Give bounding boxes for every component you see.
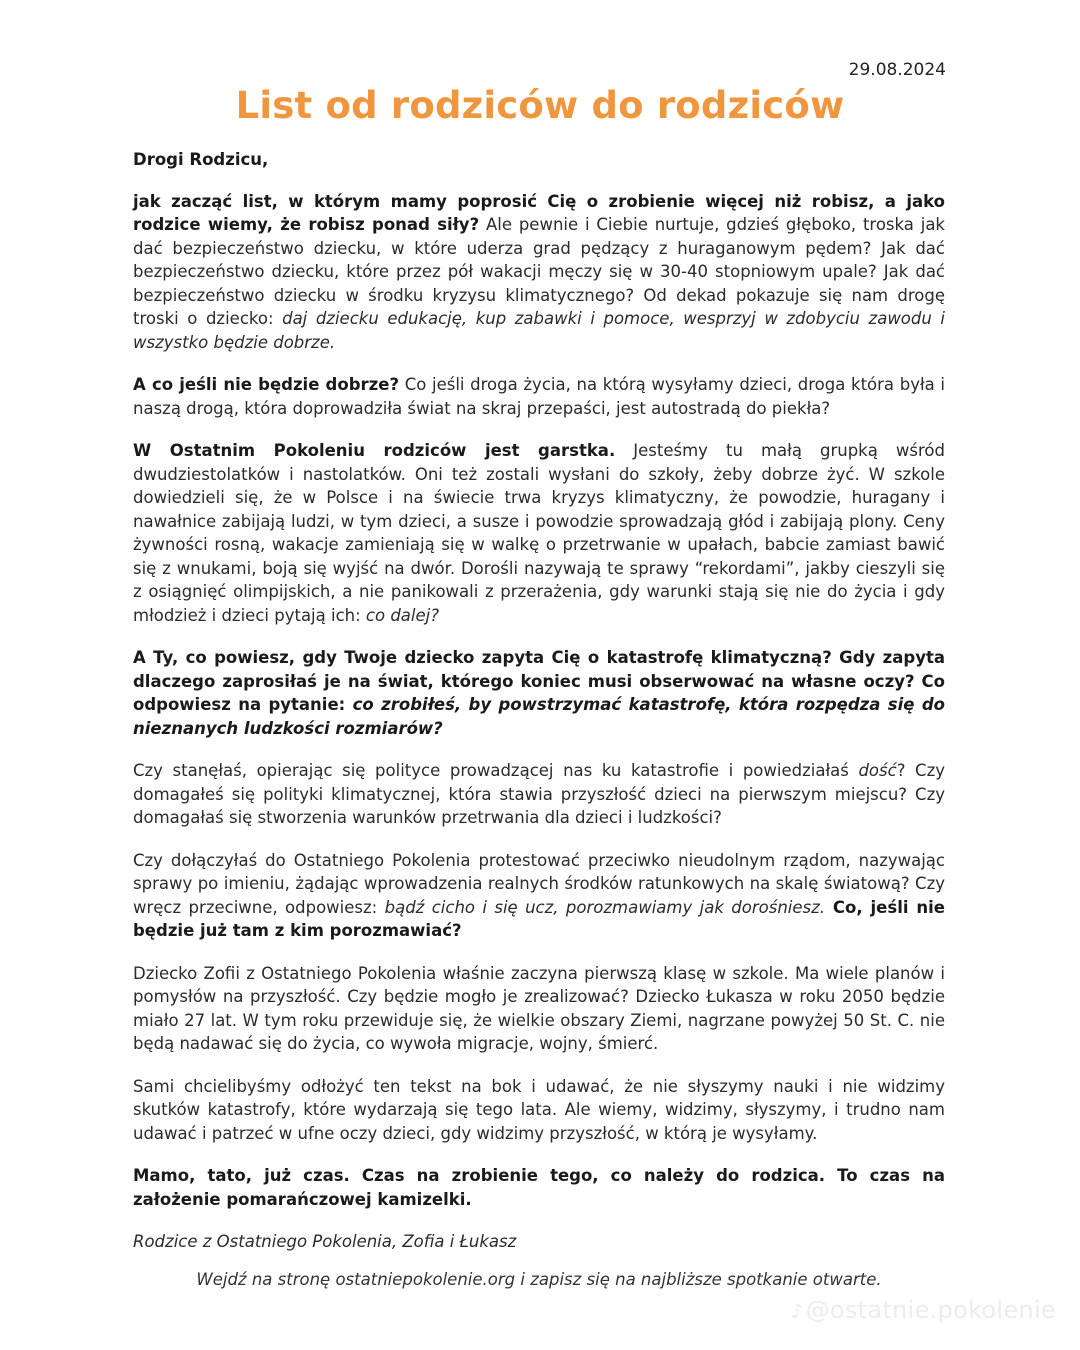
paragraph-6-text: Czy dołączyłaś do Ostatniego Pokolenia protestować przeciwko nieudolnym rządom, nazywając sprawy po imieniu, żądając wprowadzenia realnych środków ratunkowych na skalę światową? Czy wręcz przeciwne, odpowiesz:: [133, 850, 945, 917]
paragraph-1-bold: jak zacząć list, w którym mamy poprosić Cię o zrobienie więcej niż robisz, a jako rodzice wiemy, że robisz ponad siły?: [133, 191, 945, 234]
paragraph-8: [133, 1075, 945, 1146]
letter-title: List od rodziców do rodziców: [235, 84, 845, 127]
paragraph-6-italic: bądź cicho i się ucz, porozmawiamy jak dorośniesz.: [384, 897, 826, 917]
paragraph-3-text: Jesteśmy tu małą grupką wśród dwudziestolatków i nastolatków. Oni też zostali wysłani do szkoły, żeby dobrze żyć. W szkole dowiedzieli się, że w Polsce i na świecie trwa kryzys klimatyczny, że powodzie, huragany i nawałnice zabijają ludzi, w tym dzieci, a susze i powodzie sprowadzają głód i zabijają plony. Ceny żywności rosną, wakacje zamieniają się w walkę o przetrwanie w upałach, babcie zamiast bawić się z wnukami, boją się wyjść na dwór. Dorośli nazywają te sprawy “rekordami”, jakby cieszyli się z osiągnięć olimpijskich, a nie panikowali z przerażenia, gdy warunki stają się nie do życia i gdy młodzież i dzieci pytają ich:: [133, 441, 945, 625]
paragraph-5-italic: dość: [858, 761, 897, 780]
paragraph-8-text: Sami chcielibyśmy odłożyć ten tekst na bok i udawać, że nie słyszymy nauki i nie widzimy skutków katastrofy, które wydarzają się tego lata. Ale wiemy, widzimy, słyszymy, i trudno nam udawać i patrzeć w ufne oczy dzieci, gdy widzimy przyszłość, w którą je wysyłamy.: [133, 1076, 945, 1143]
paragraph-2-bold: A co jeśli nie będzie dobrze?: [133, 375, 400, 394]
paragraph-1-italic: daj dziecku edukację, kup zabawki i pomoce, wesprzyj w zdobyciu zawodu i wszystko będzie dobrze.: [133, 309, 945, 352]
paragraph-4-bold-italic: co zrobiłeś, by powstrzymać katastrofę, która rozpędza się do nieznanych ludzkości rozmiarów?: [133, 695, 945, 738]
paragraph-5: [133, 759, 945, 830]
paragraph-6-bold: Co, jeśli nie będzie już tam z kim porozmawiać?: [133, 897, 945, 940]
paragraph-3: [133, 439, 945, 627]
greeting: Drogi Rodzicu,: [133, 150, 269, 169]
paragraph-6: [133, 849, 945, 943]
paragraph-2-text: Co jeśli droga życia, na którą wysyłamy dzieci, droga która była i naszą drogą, która doprowadziła świat na skraj przepaści, jest autostradą do piekła?: [133, 375, 946, 418]
watermark: [791, 1296, 1057, 1324]
paragraph-7: [133, 962, 945, 1056]
paragraph-2: [133, 373, 945, 420]
tiktok-icon: ♪: [790, 1299, 804, 1323]
paragraph-3-italic: co dalej?: [365, 605, 439, 625]
letter-date: 29.08.2024: [848, 60, 946, 80]
paragraph-4-bold: A Ty, co powiesz, gdy Twoje dziecko zapyta Cię o katastrofę klimatyczną? Gdy zapyta dlaczego zaprosiłaś je na świat, którego koniec musi obserwować na własne oczy? Co odpowiesz na pytanie:: [133, 648, 945, 714]
footer-cta: Wejdź na stronę ostatniepokolenie.org i zapisz się na najbliższe spotkanie otwarte.: [196, 1269, 882, 1289]
signature: Rodzice z Ostatniego Pokolenia, Zofia i Łukasz: [133, 1232, 517, 1251]
paragraph-9: [133, 1164, 945, 1211]
watermark-handle: @ostatnie.pokolenie: [805, 1296, 1056, 1324]
paragraph-1: [133, 190, 945, 355]
paragraph-9-bold: Mamo, tato, już czas. Czas na zrobienie tego, co należy do rodzica. To czas na założenie pomarańczowej kamizelki.: [133, 1166, 945, 1209]
paragraph-5-text-a: Czy stanęłaś, opierając się polityce prowadzącej nas ku katastrofie i powiedziałaś: [133, 761, 859, 780]
paragraph-1-text: Ale pewnie i Ciebie nurtuje, gdzieś głęboko, troska jak dać bezpieczeństwo dziecku, w które uderza grad pędzący z huraganowym pędem? Jak dać bezpieczeństwo dziecku, które przez pół wakacji męczy się w 30-40 stopniowym upale? Jak dać bezpieczeństwo dziecku w środku kryzysu klimatycznego? Od dekad pokazuje się nam drogę troski o dziecko:: [133, 215, 945, 328]
paragraph-4: [133, 646, 945, 740]
paragraph-7-text: Dziecko Zofii z Ostatniego Pokolenia właśnie zaczyna pierwszą klasę w szkole. Ma wiele planów i pomysłów na przyszłość. Czy będzie mogło je zrealizować? Dziecko Łukasza w roku 2050 będzie miało 27 lat. W tym roku przewiduje się, że wielkie obszary Ziemi, nagrzane powyżej 50 St. C. nie będą nadawać się do życia, co wywoła migracje, wojny, śmierć.: [133, 963, 945, 1053]
letter-body: [133, 148, 945, 1310]
paragraph-5-text-b: ? Czy domagałeś się polityki klimatycznej, która stawia przyszłość dzieci na pierwszym miejscu? Czy domagałaś się stworzenia warunków przetrwania dla dzieci i ludzkości?: [133, 761, 946, 827]
paragraph-3-bold: W Ostatnim Pokoleniu rodziców jest garstka.: [133, 441, 616, 460]
